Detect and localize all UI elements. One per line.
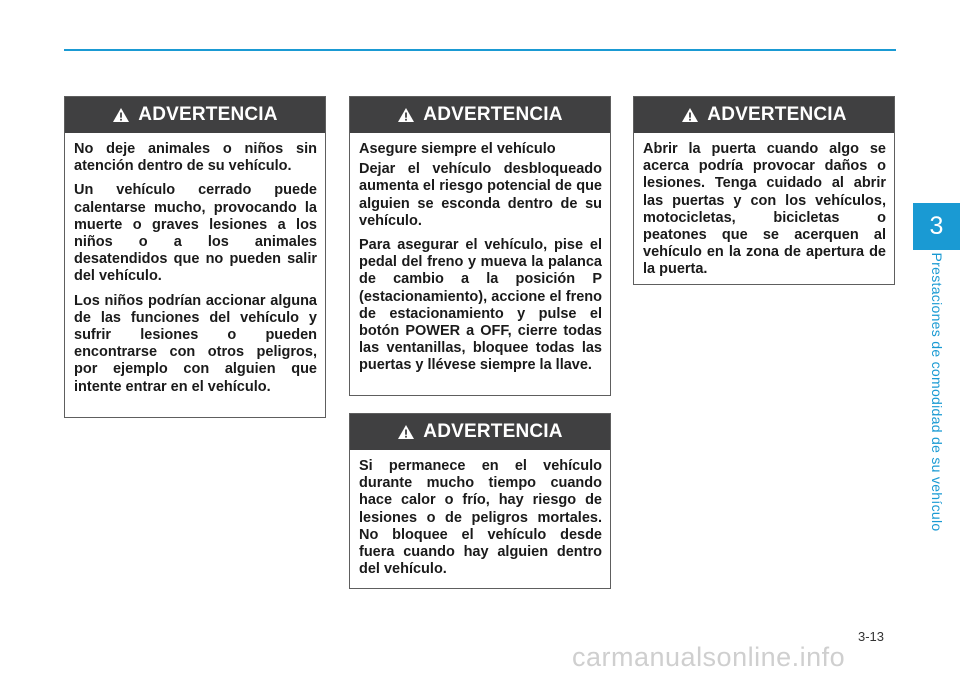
- warning-header: [65, 97, 325, 133]
- watermark: carmanualsonline.info: [572, 642, 846, 672]
- warning-body: [65, 133, 325, 396]
- page-number: 3-13: [858, 629, 885, 644]
- warning-box-pets-children: [64, 96, 326, 418]
- warning-header: [350, 414, 610, 450]
- warning-box-temperature: [349, 413, 611, 589]
- warning-triangle-icon: [397, 424, 415, 440]
- warning-paragraph: Los niños podrían accionar alguna de las funciones del vehículo y sufrir lesiones o pueden encontrarse con otros peligros, por ejemplo con alguien que intente entrar en el vehículo.: [74, 292, 317, 395]
- warning-triangle-icon: [681, 107, 699, 123]
- warning-paragraph: Si permanece en el vehículo durante mucho tiempo cuando hace calor o frío, hay riesgo de lesiones o de peligros mortales. No bloquee el vehículo desde fuera cuando hay alguien dentro del vehículo.: [359, 458, 602, 578]
- warning-heading: ADVERTENCIA: [423, 104, 563, 125]
- warning-header: [350, 97, 610, 133]
- warning-body: [634, 133, 894, 279]
- warning-heading: ADVERTENCIA: [138, 104, 278, 125]
- chapter-title: Prestaciones de comodidad de su vehículo: [929, 252, 945, 532]
- chapter-tab: 3: [913, 203, 960, 250]
- warning-paragraph: Un vehículo cerrado puede calentarse mucho, provocando la muerte o graves lesiones a los niños o a los animales desatendidos que no pueden salir del vehículo.: [74, 182, 317, 285]
- warning-triangle-icon: [397, 107, 415, 123]
- warning-paragraph: Para asegurar el vehículo, pise el pedal del freno y mueva la palanca de cambio a la posición P (estacionamiento), accione el freno de estacionamiento y pulse el botón POWER a OFF, cierre todas las ventanillas, bloquee todas las puertas y llévese siempre la llave.: [359, 237, 602, 374]
- warning-triangle-icon: [112, 107, 130, 123]
- warning-paragraph: No deje animales o niños sin atención dentro de su vehículo.: [74, 141, 317, 175]
- warning-paragraph: Abrir la puerta cuando algo se acerca podría provocar daños o lesiones. Tenga cuidado al abrir las puertas y con los vehículos, motocicletas, bicicletas o peatones que se acerquen al vehículo en la zona de apertura de la puerta.: [643, 141, 886, 278]
- warning-box-secure-vehicle: [349, 96, 611, 396]
- top-rule: [64, 49, 896, 51]
- warning-body: [350, 450, 610, 578]
- warning-header: [634, 97, 894, 133]
- warning-body: [350, 133, 610, 375]
- warning-paragraph: Asegure siempre el vehículo: [359, 141, 556, 157]
- warning-heading: ADVERTENCIA: [707, 104, 847, 125]
- warning-box-door-opening: [633, 96, 895, 285]
- warning-paragraph: Dejar el vehículo desbloqueado aumenta el riesgo potencial de que alguien se esconda dentro de su vehículo.: [359, 161, 602, 229]
- warning-heading: ADVERTENCIA: [423, 421, 563, 442]
